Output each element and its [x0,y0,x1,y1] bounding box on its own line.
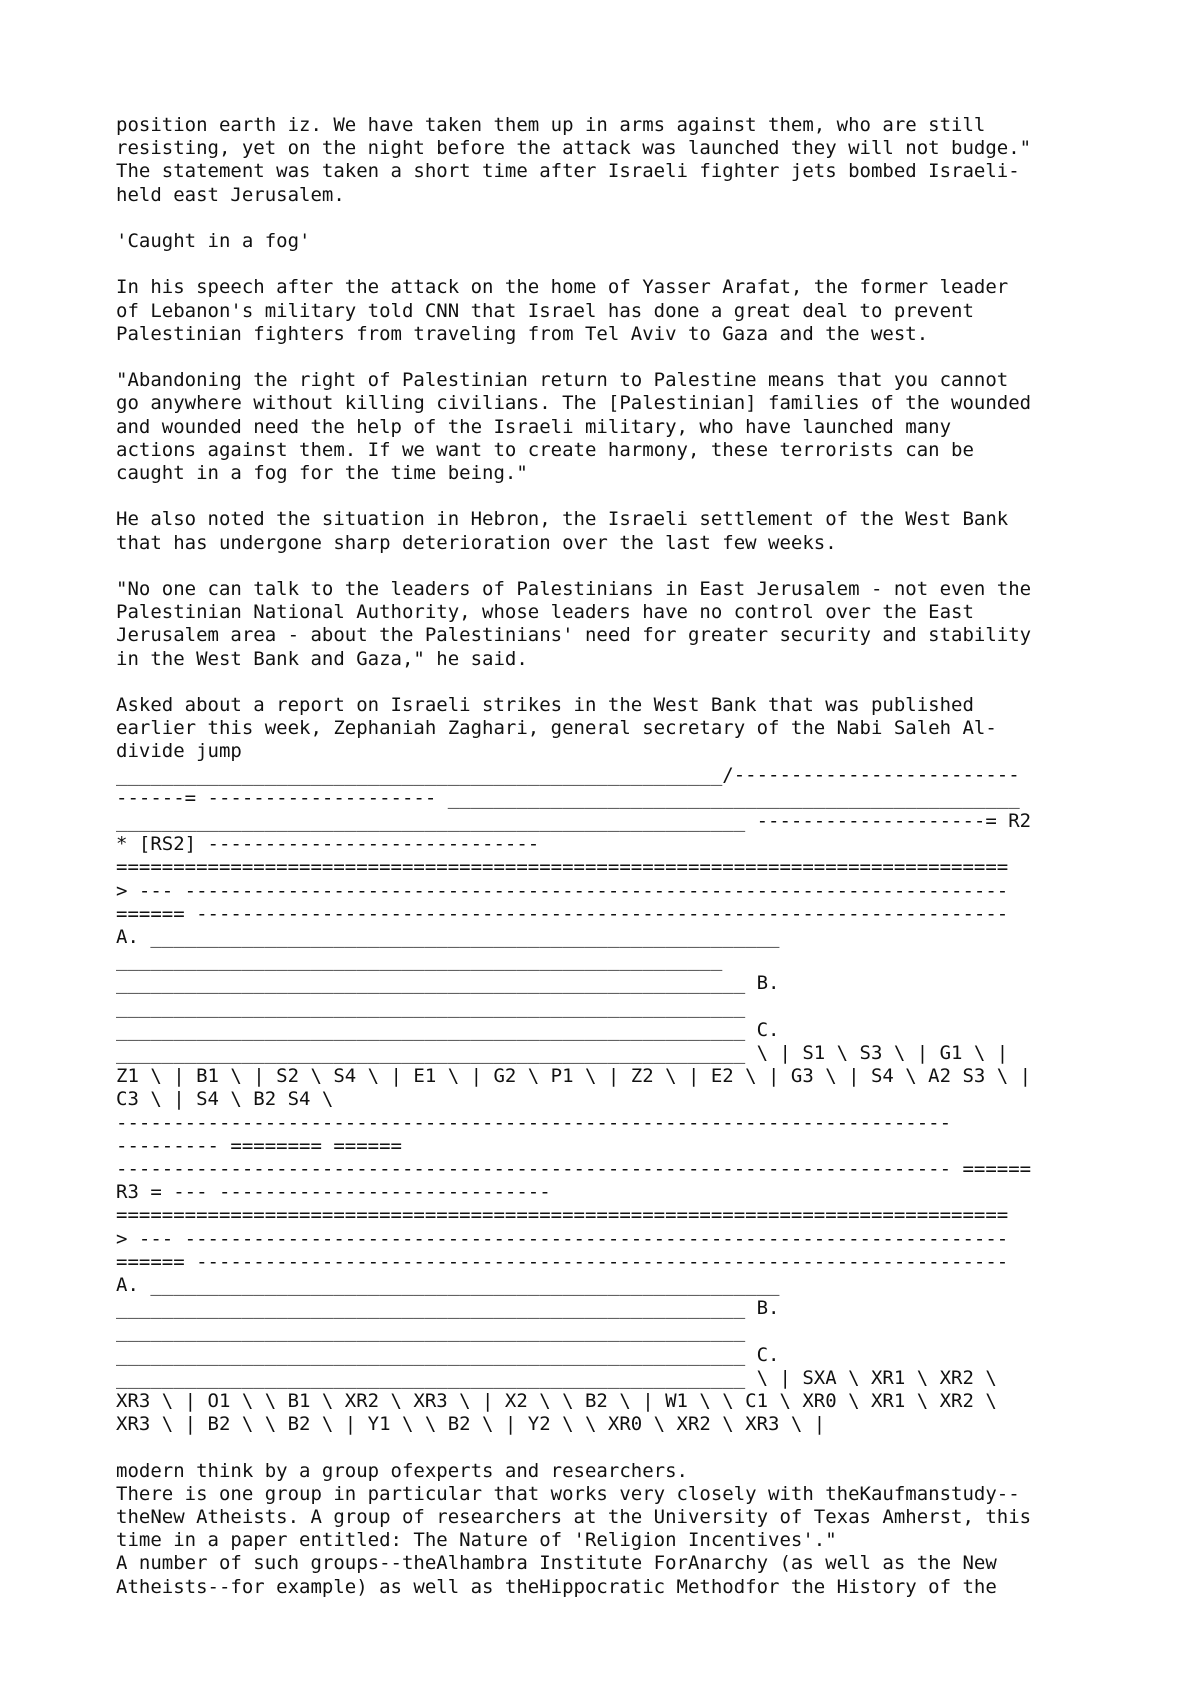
text-line: XR3 \ | B2 \ \ B2 \ | Y1 \ \ B2 \ | Y2 \ \ XR0 \ XR2 \ XR3 \ | [116,1413,826,1436]
text-line: _______________________________________________________ B. [116,1297,780,1320]
paragraph [116,114,1116,207]
text-line: 'Caught in a fog' [116,230,311,252]
ascii-form-block [116,694,1116,1437]
text-line: caught in a fog for the time being." [116,462,528,484]
text-line: ------------------------------------------------------------------------- [116,1111,952,1134]
text-line: actions against them. If we want to create harmony, these terrorists can be [116,438,974,461]
text-line: A. _______________________________________________________ [116,926,780,949]
text-line: There is one group in particular that works very closely with theKaufmanstudy-- [116,1482,1020,1505]
text-line: resisting, yet on the night before the attack was launched they will not budge." [116,137,1032,160]
text-line: ------= -------------------- __________________________________________________ [116,786,1020,809]
text-line: Palestinian National Authority, whose leaders have no control over the East [116,601,974,624]
text-line: _______________________________________________________ C. [116,1018,780,1041]
text-line: --------- ======== ====== [116,1134,402,1157]
paragraph-gap [116,485,1116,508]
text-line: ====== ----------------------------------------------------------------------- [116,1250,1009,1273]
paragraph [116,276,1116,346]
quote-paragraph [116,578,1116,671]
text-line: held east Jerusalem. [116,183,345,206]
text-line: in the West Bank and Gaza," he said. [116,647,528,670]
paragraph-gap [116,555,1116,578]
paragraph-gap [116,671,1116,694]
text-line: "Abandoning the right of Palestinian return to Palestine means that you cannot [116,369,1009,392]
text-line: earlier this week, Zephaniah Zaghari, general secretary of the Nabi Saleh Al- [116,717,997,740]
text-line: C3 \ | S4 \ B2 S4 \ [116,1088,334,1111]
text-line: of Lebanon's military told CNN that Israel has done a great deal to prevent [116,299,974,322]
text-line: _______________________________________________________ C. [116,1343,780,1366]
text-line: "No one can talk to the leaders of Palestinians in East Jerusalem - not even the [116,577,1032,600]
text-line: ============================================================================== [116,856,1009,879]
text-line: ============================================================================== [116,1204,1009,1227]
section-heading [116,230,1116,253]
paragraph-gap [116,253,1116,276]
text-line: R3 = --- ----------------------------- [116,1181,551,1204]
text-line: _______________________________________________________ \ | S1 \ S3 \ | G1 \ | [116,1042,1009,1065]
text-line: A number of such groups--theAlhambra Institute ForAnarchy (as well as the New [116,1552,997,1575]
text-line: theNew Atheists. A group of researchers at the University of Texas Amherst, this [116,1506,1032,1529]
text-line: * [RS2] ----------------------------- [116,833,540,856]
text-line: In his speech after the attack on the home of Yasser Arafat, the former leader [116,276,1009,299]
text-line: Palestinian fighters from traveling from Tel Aviv to Gaza and the west. [116,322,929,345]
text-line: _______________________________________________________ --------------------= R2 [116,810,1032,832]
text-line: _______________________________________________________ \ | SXA \ XR1 \ XR2 \ [116,1366,997,1389]
paragraph-gap [116,207,1116,230]
text-line: and wounded need the help of the Israeli military, who have launched many [116,415,952,438]
text-line: > --- ------------------------------------------------------------------------ [116,879,1009,902]
paragraph [116,508,1116,554]
text-line: He also noted the situation in Hebron, the Israeli settlement of the West Bank [116,508,1009,531]
text-line: divide jump [116,740,242,763]
document-page [116,114,1116,1599]
text-line: _______________________________________________________ [116,995,746,1018]
text-line: Asked about a report on Israeli strikes in the West Bank that was published [116,693,974,716]
text-line: _______________________________________________________ [116,1320,746,1343]
paragraph-gap [116,346,1116,369]
text-line: ====== ----------------------------------------------------------------------- [116,902,1009,925]
text-line: ------------------------------------------------------------------------- ====== [116,1158,1032,1181]
text-line: modern think by a group ofexperts and researchers. [116,1459,688,1482]
text-line: Z1 \ | B1 \ | S2 \ S4 \ | E1 \ | G2 \ P1 \ | Z2 \ | E2 \ | G3 \ | S4 \ A2 S3 \ | [116,1065,1032,1088]
text-line: > --- ------------------------------------------------------------------------ [116,1227,1009,1250]
text-line: time in a paper entitled: The Nature of 'Religion Incentives'." [116,1529,837,1552]
text-line: _____________________________________________________/------------------------- [116,763,1020,786]
paragraph-gap [116,1436,1116,1459]
text-line: XR3 \ | O1 \ \ B1 \ XR2 \ XR3 \ | X2 \ \ B2 \ | W1 \ \ C1 \ XR0 \ XR1 \ XR2 \ [116,1390,997,1413]
text-line: The statement was taken a short time after Israeli fighter jets bombed Israeli- [116,160,1020,183]
text-line: A. _______________________________________________________ [116,1274,780,1297]
paragraph [116,1460,1116,1599]
text-line: go anywhere without killing civilians. The [Palestinian] families of the wounded [116,392,1032,415]
text-line: _______________________________________________________ B. [116,972,780,995]
text-line: Atheists--for example) as well as theHippocratic Methodfor the History of the [116,1575,997,1598]
quote-paragraph [116,369,1116,485]
text-line: Jerusalem area - about the Palestinians' need for greater security and stability [116,624,1032,647]
text-line: that has undergone sharp deterioration over the last few weeks. [116,531,837,554]
text-line: _____________________________________________________ [116,949,723,972]
text-line: position earth iz. We have taken them up in arms against them, who are still [116,114,986,136]
